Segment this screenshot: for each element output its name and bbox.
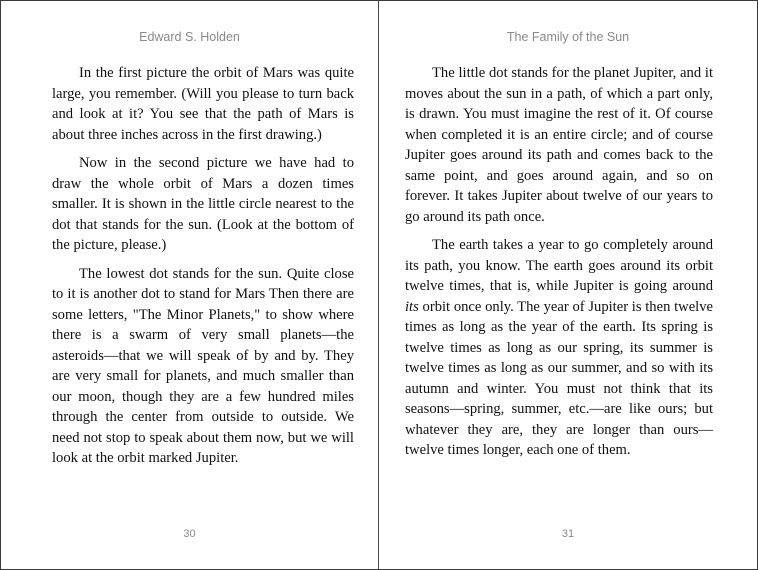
left-page[interactable] xyxy=(1,1,378,569)
text-run: orbit once only. The year of Jupiter is then twelve times as long as the year of the earth. Its spring is twelve times as long as our spring, its summer is twelve times as long as our summer, and so with its autumn and winter. You must not think that its seasons—spring, summer, etc.—are like ours; but whatever they are, they are longer than ours—twelve times longer, each one of them. xyxy=(405,298,713,458)
right-page[interactable] xyxy=(379,1,757,569)
page-body xyxy=(405,63,713,469)
emphasized-text: its xyxy=(405,298,419,315)
page-body xyxy=(52,63,354,477)
running-header-author: Edward S. Holden xyxy=(139,30,240,44)
page-number: 31 xyxy=(561,528,575,540)
text-run: The earth takes a year to go completely around its path, you know. The earth goes around its orbit twelve times, that is, while Jupiter is going around xyxy=(405,237,713,294)
page-number: 30 xyxy=(183,528,196,540)
running-header-title: The Family of the Sun xyxy=(506,30,630,44)
paragraph xyxy=(405,235,713,461)
paragraph: In the first picture the orbit of Mars was quite large, you remember. (Will you please to turn back and look at it? You see that the path of Mars is about three inches across in the first drawing.) xyxy=(52,65,354,143)
paragraph: The little dot stands for the planet Jupiter, and it moves about the sun in a path, of which a part only, is drawn. You must imagine the rest of it. Of course when completed it is an entire circle; and of course Jupiter goes around its path and comes back to the same point, and goes around again, and so on forever. It takes Jupiter about twelve of our years to go around its path once. xyxy=(405,65,713,225)
paragraph: The lowest dot stands for the sun. Quite close to it is another dot to stand for Mars Then there are some letters, "The Minor Planets," to show where there is a swarm of very small planets—the asteroids—that we will speak of by and by. They are very small for planets, and much smaller than our moon, though they are a few hundred miles through the center from outside to outside. We need not stop to speak about them now, but we will look at the orbit marked Jupiter. xyxy=(52,265,354,466)
paragraph: Now in the second picture we have had to draw the whole orbit of Mars a dozen times smaller. It is shown in the little circle nearest to the dot that stands for the sun. (Look at the bottom of the picture, please.) xyxy=(52,155,354,253)
